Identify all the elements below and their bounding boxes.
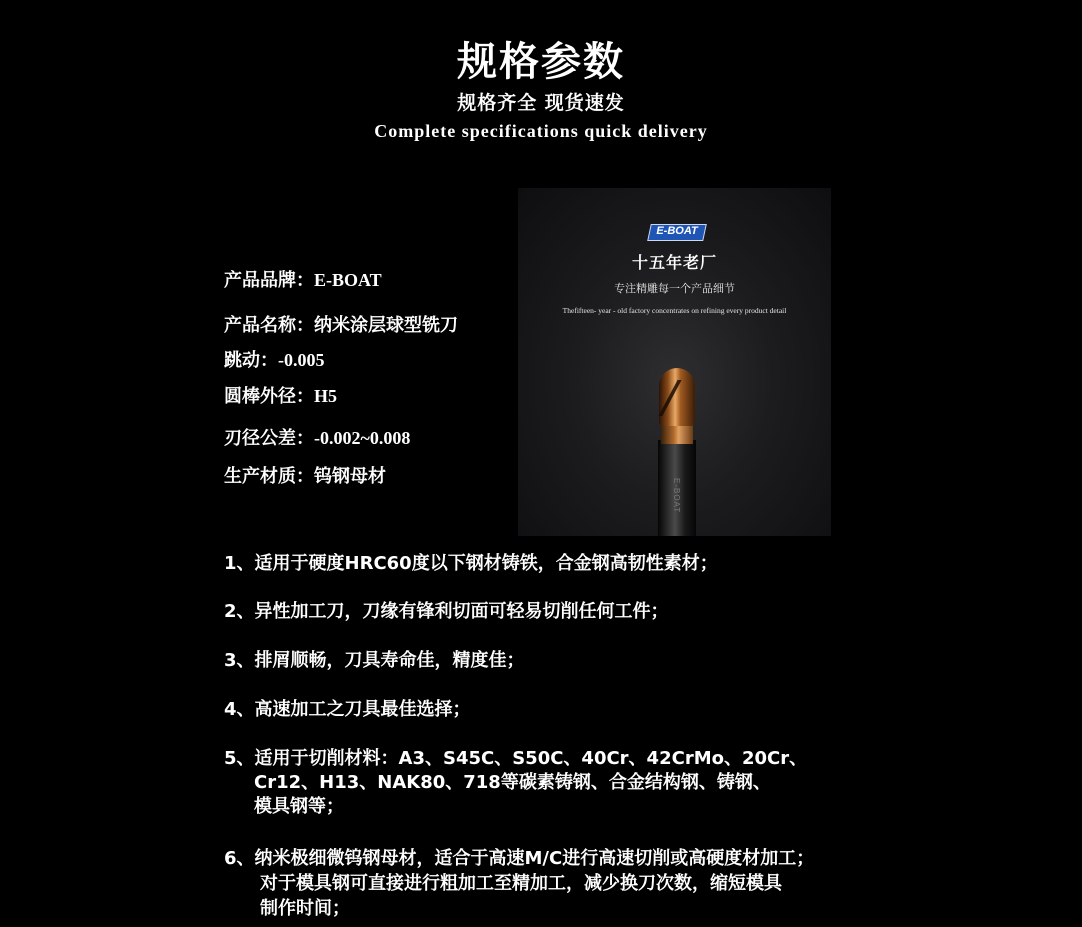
feature-item	[224, 650, 525, 672]
feature-line: 对于模具钢可直接进行粗加工至精加工，减少换刀次数，缩短模具	[260, 873, 782, 894]
feature-item	[224, 601, 669, 623]
spec-tolerance	[224, 424, 410, 450]
feature-line: 1、适用于硬度HRC60度以下钢材铸铁，合金钢高韧性素材；	[224, 553, 718, 574]
spec-runout	[224, 346, 325, 372]
spec-value: E-BOAT	[314, 270, 382, 290]
feature-line: 4、高速加工之刀具最佳选择；	[224, 699, 471, 720]
brand-logo: E-BOAT	[656, 225, 698, 237]
spec-label: 跳动：	[224, 350, 278, 371]
page-title: 规格参数	[457, 39, 625, 85]
spec-label: 刃径公差：	[224, 428, 314, 449]
page-subtitle-en: Complete specifications quick delivery	[374, 121, 708, 141]
feature-item	[224, 553, 718, 575]
feature-line: 6、纳米极细微钨钢母材，适合于高速M/C进行高速切削或高硬度材加工；	[224, 848, 815, 869]
spec-product-name	[224, 311, 458, 337]
page-subtitle: 规格齐全 现货速发	[457, 92, 625, 114]
spec-label: 产品品牌：	[224, 270, 314, 291]
product-image	[518, 188, 831, 536]
spec-label: 圆棒外径：	[224, 386, 314, 407]
spec-shank-diameter	[224, 382, 337, 408]
spec-value: -0.002~0.008	[314, 428, 411, 448]
feature-line: 2、异性加工刀，刀缘有锋利切面可轻易切削任何工件；	[224, 601, 669, 622]
feature-line: Cr12、H13、NAK80、718等碳素铸钢、合金结构钢、铸钢、	[254, 772, 771, 793]
feature-line: 3、排屑顺畅，刀具寿命佳，精度佳；	[224, 650, 525, 671]
product-image-subtitle-en: Thefifteen- year - old factory concentrates on refining every product detail	[562, 306, 787, 315]
product-image-subtitle: 专注精雕每一个产品细节	[614, 282, 735, 295]
spec-value: 纳米涂层球型铣刀	[314, 315, 458, 336]
feature-item	[224, 699, 471, 721]
spec-value: H5	[314, 386, 338, 406]
spec-label: 产品名称：	[224, 315, 314, 336]
spec-brand	[224, 266, 382, 292]
spec-value: -0.005	[278, 350, 325, 370]
tool-marking: E-BOAT	[672, 478, 681, 514]
feature-item	[224, 747, 807, 819]
spec-label: 生产材质：	[224, 466, 314, 487]
spec-material	[224, 462, 386, 488]
spec-value: 钨钢母材	[314, 466, 386, 487]
feature-line: 5、适用于切削材料：A3、S45C、S50C、40Cr、42CrMo、20Cr、	[224, 748, 808, 769]
feature-item	[224, 846, 814, 921]
product-image-title: 十五年老厂	[631, 253, 717, 272]
feature-line: 模具钢等；	[254, 796, 344, 817]
feature-line: 制作时间；	[260, 898, 350, 919]
